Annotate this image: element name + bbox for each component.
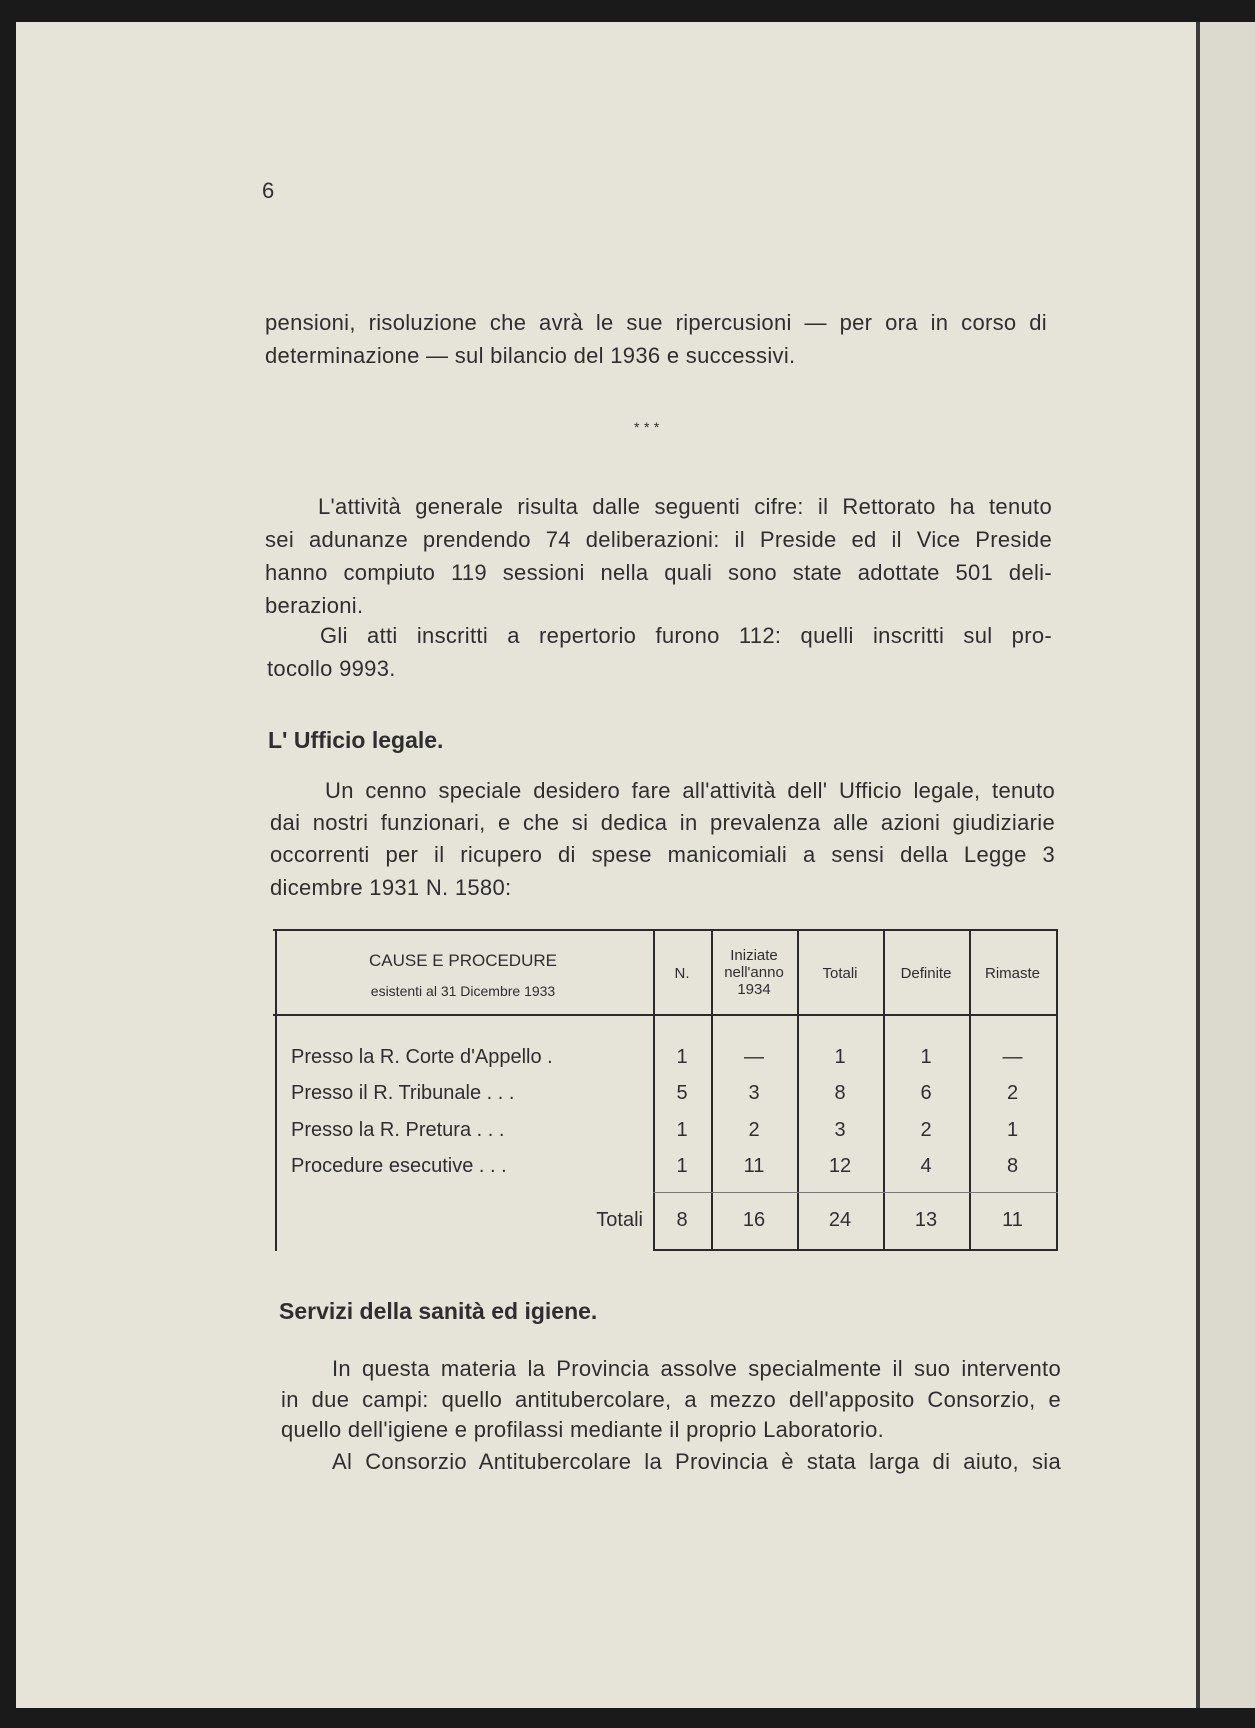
row-label: Presso il R. Tribunale . . . [291,1082,515,1104]
header-totali: Totali [822,965,858,982]
cell-iniziate: 11 [743,1155,765,1177]
para3-line: Un cenno speciale desidero fare all'attività dell' Ufficio legale, tenuto [325,778,1055,803]
para2-line: berazioni. [265,593,364,618]
cell-rimaste: 2 [1006,1082,1019,1104]
section-separator: * * * [634,419,660,435]
cell-iniziate: 2 [748,1119,760,1141]
cell-definite: 4 [920,1155,932,1177]
header-iniziate-line: nell'anno [724,964,784,981]
header-iniziate-line: 1934 [737,981,771,998]
para3-line: occorrenti per il ricupero di spese manicomiali a sensi della Legge 3 [270,842,1055,867]
cell-rimaste: 1 [1006,1119,1019,1141]
cell-definite: 6 [920,1082,932,1104]
para4-line: In questa materia la Provincia assolve specialmente il suo intervento [332,1356,1061,1381]
cell-rimaste: 8 [1006,1155,1019,1177]
cell-n: 1 [676,1119,688,1141]
adjacent-page [1200,22,1255,1708]
row-label: Procedure esecutive . . . [291,1155,507,1177]
total-definite: 13 [914,1209,938,1231]
row-label: Presso la R. Pretura . . . [291,1119,505,1141]
cell-n: 1 [676,1046,688,1068]
para4-line: in due campi: quello antitubercolare, a mezzo dell'apposito Consorzio, e [281,1387,1061,1412]
header-iniziate-line: Iniziate [730,947,778,964]
para2-line: L'attività generale risulta dalle seguenti cifre: il Rettorato ha tenuto [318,494,1052,519]
para1-line: determinazione — sul bilancio del 1936 e successivi. [265,343,796,368]
table-row [273,1046,1058,1072]
para3-line: dai nostri funzionari, e che si dedica in prevalenza alle azioni giudiziarie [270,810,1055,835]
cell-totali: 3 [834,1119,846,1141]
para2b-line: Gli atti inscritti a repertorio furono 112: quelli inscritti sul pro- [320,623,1052,648]
para2-line: hanno compiuto 119 sessioni nella quali sono state adottate 501 deli- [265,560,1052,585]
total-iniziate: 16 [742,1209,766,1231]
header-n: N. [674,965,690,982]
para2-line: sei adunanze prendendo 74 deliberazioni: il Preside ed il Vice Preside [265,527,1052,552]
header-rimaste: Rimaste [984,965,1040,982]
heading-ufficio-legale: L' Ufficio legale. [268,727,444,753]
cell-n: 5 [676,1082,688,1104]
cell-totali: 8 [834,1082,846,1104]
para1-line: pensioni, risoluzione che avrà le sue ripercusioni — per ora in corso di [265,310,1047,335]
para4-line: Al Consorzio Antitubercolare la Provincia è stata larga di aiuto, sia [332,1449,1061,1474]
cell-definite: 1 [920,1046,932,1068]
header-iniziate [711,947,797,998]
para2b-line: tocollo 9993. [267,656,396,681]
cell-totali: 12 [828,1155,852,1177]
para4-line: quello dell'igiene e profilassi mediante il proprio Laboratorio. [281,1417,885,1442]
cell-iniziate: 3 [748,1082,760,1104]
row-label: Presso la R. Corte d'Appello . [291,1046,553,1068]
table-row [273,1155,1058,1181]
cell-rimaste: — [1002,1046,1023,1068]
table-row [273,1119,1058,1145]
total-label: Totali [596,1209,643,1231]
cell-totali: 1 [834,1046,846,1068]
header-subtitle: esistenti al 31 Dicembre 1933 [370,983,556,999]
total-rimaste: 11 [1002,1209,1023,1231]
page-number: 6 [262,178,275,203]
heading-servizi-sanita: Servizi della sanità ed igiene. [279,1298,598,1324]
cell-n: 1 [676,1155,688,1177]
para3-line: dicembre 1931 N. 1580: [270,875,512,900]
cell-iniziate: — [744,1046,764,1068]
table-row [273,1082,1058,1108]
total-n: 8 [676,1209,688,1231]
header-title: CAUSE E PROCEDURE [369,951,557,970]
cell-definite: 2 [920,1119,932,1141]
table-total-row [273,1209,1058,1235]
header-definite: Definite [900,965,952,982]
total-totali: 24 [828,1209,852,1231]
legal-cases-table [273,929,1058,1251]
